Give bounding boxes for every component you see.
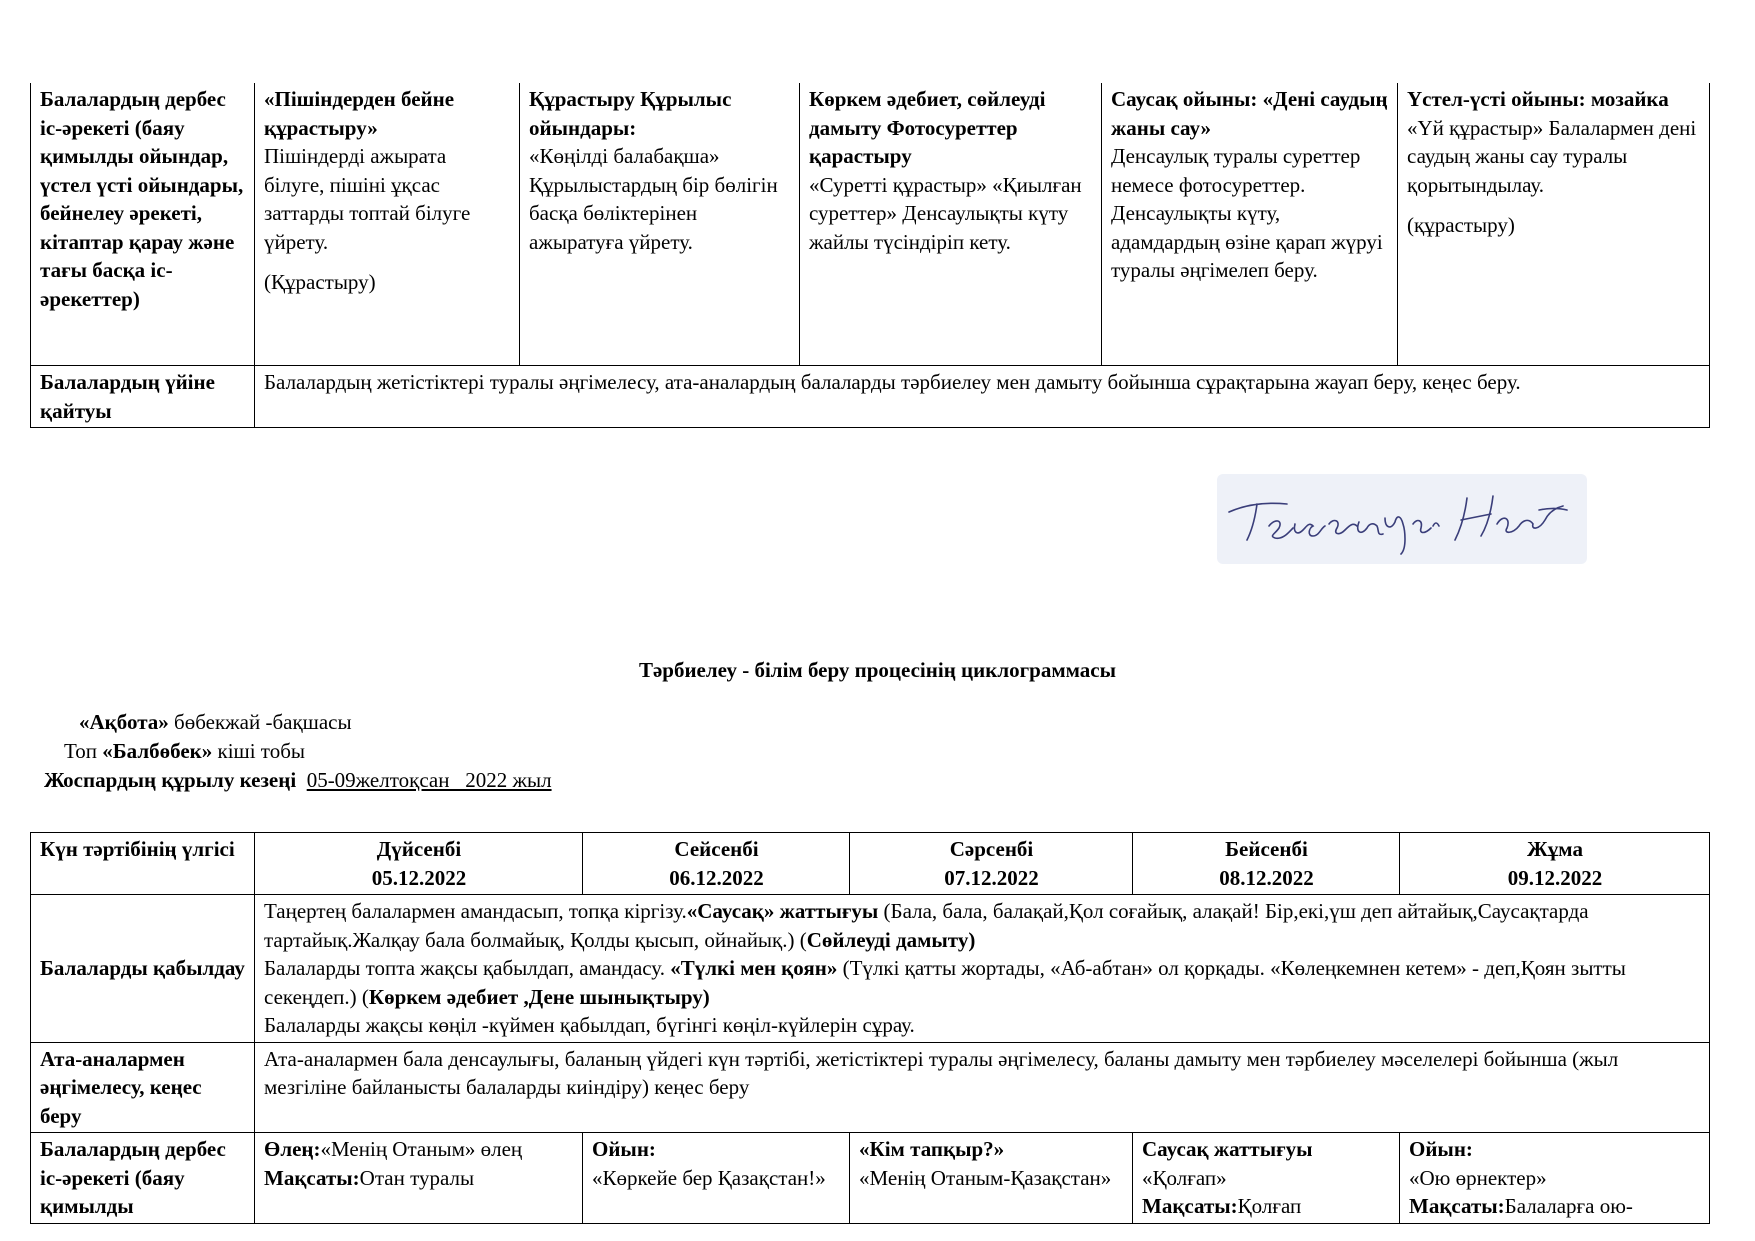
row-label: Ата-аналармен әңгімелесу, кеңес беру bbox=[31, 1042, 255, 1133]
row-text: Балалардың жетістіктері туралы әңгімелесу, ата-аналардың балаларды тәрбиелеу мен дамыту бойынша сұрақтарына жауап беру, кеңес беру. bbox=[255, 366, 1710, 428]
cell-thursday: Саусақ жаттығуы «Қолғап» Мақсаты:Қолғап bbox=[1133, 1133, 1400, 1224]
verification-stamp bbox=[1217, 474, 1587, 564]
cell-text: «Суретті құрастыр» «Қиылған суреттер» Денсаулықты күту жайлы түсіндіріп кету. bbox=[809, 172, 1082, 254]
cell-friday bbox=[1398, 83, 1710, 366]
cell-text: «Көңілді балабақша» Құрылыстардың бір бөлігін басқа бөліктерінен ажыратуға үйрету. bbox=[529, 144, 778, 254]
cell-monday: Өлең:«Менің Отаным» өлең Мақсаты:Отан туралы bbox=[255, 1133, 583, 1224]
cell-text: «Үй құрастыр» Балалармен дені саудың жаны сау туралы қорытындылау. bbox=[1407, 115, 1697, 197]
activities-table-continued bbox=[30, 83, 1710, 428]
header-day: Сейсенбі 06.12.2022 bbox=[583, 833, 850, 895]
table-row bbox=[31, 1042, 1710, 1133]
period-value: 05-09желтоқсан 2022 жыл bbox=[306, 768, 552, 792]
row-label: Балаларды қабылдау bbox=[31, 895, 255, 1043]
row-label: Балалардың дербес іс-әрекеті (баяу қимылды ойындар, үстел үсті ойындары, бейнелеу әрекеті, кітаптар қарау және тағы басқа іс-әрекеттер) bbox=[31, 83, 255, 366]
cell-note: (Құрастыру) bbox=[264, 270, 376, 294]
header-day: Бейсенбі 08.12.2022 bbox=[1133, 833, 1400, 895]
cell-thursday bbox=[1102, 83, 1398, 366]
period-label: Жоспардың құрылу кезеңі bbox=[44, 768, 297, 792]
table-row bbox=[31, 895, 1710, 1043]
cell-title: «Пішіндерден бейне құрастыру» bbox=[264, 87, 455, 140]
parents-text: Ата-аналармен бала денсаулығы, баланың үйдегі күн тәртібі, жетістіктері туралы әңгімелесу, баланы дамыту мен тәрбиелеу мәселелері бойынша (жыл мезгіліне байланысты балаларды киіндіру) кеңес беру bbox=[255, 1042, 1710, 1133]
cell-wednesday bbox=[800, 83, 1102, 366]
header-day: Дүйсенбі 05.12.2022 bbox=[255, 833, 583, 895]
cell-friday: Ойын: «Ою өрнектер» Мақсаты:Балаларға ою- bbox=[1400, 1133, 1710, 1224]
kindergarten-suffix: бөбекжай -бақшасы bbox=[168, 710, 352, 734]
cell-text: Пішіндерді ажырата білуге, пішіні ұқсас заттарды топтай білуге үйрету. bbox=[264, 144, 471, 254]
cell-text: Денсаулық туралы суреттер немесе фотосуреттер. Денсаулықты күту, адамдардың өзіне қарап жүруі туралы әңгімелеп беру. bbox=[1111, 144, 1383, 282]
row-label: Балалардың үйіне қайтуы bbox=[31, 366, 255, 428]
group-line bbox=[64, 739, 305, 764]
cell-monday bbox=[255, 83, 520, 366]
table-row bbox=[31, 366, 1710, 428]
kindergarten-name: «Ақбота» bbox=[79, 710, 169, 734]
row-label: Балалардың дербес іс-әрекеті (баяу қимылды bbox=[31, 1133, 255, 1224]
kindergarten-line bbox=[79, 710, 352, 735]
group-name: «Балбөбек» bbox=[102, 739, 213, 763]
cell-wednesday: «Кім тапқыр?» «Менің Отаным-Қазақстан» bbox=[850, 1133, 1133, 1224]
page-title: Тәрбиелеу - білім беру процесінің циклограммасы bbox=[638, 658, 1117, 682]
group-prefix: Топ bbox=[64, 739, 103, 763]
cell-note: (құрастыру) bbox=[1407, 213, 1515, 237]
reception-text: Таңертең балалармен амандасып, топқа кіргізу.«Саусақ» жаттығуы (Бала, бала, балақай,Қол соғайық, алақай! Бір,екі,үш деп айтайық,Саусақтарда тартайық.Жалқау бала болмайық, Қолды қысып, ойнайық.) (Сөйлеуді дамыту) Балаларды топта жақсы қабылдап, амандасу. «Түлкі мен қоян» (Түлкі қатты жортады, «Аб-абтан» ол қорқады. «Көлеңкемнен кетем» - деп,Қоян зытты секеңдеп.) (Көркем әдебиет ,Дене шынықтыру) Балаларды жақсы көңіл -күймен қабылдап, бүгінгі көңіл-күйлерін сұрау. bbox=[255, 895, 1710, 1043]
table-row bbox=[31, 1133, 1710, 1224]
cell-title: Саусақ ойыны: «Дені саудың жаны сау» bbox=[1111, 87, 1388, 140]
group-suffix: кіші тобы bbox=[212, 739, 305, 763]
table-row bbox=[31, 83, 1710, 366]
cell-tuesday bbox=[520, 83, 800, 366]
cell-title: Үстел-үсті ойыны: мозайка bbox=[1407, 87, 1669, 111]
cell-title: Көркем әдебиет, сөйлеуді дамыту Фотосуреттер қарастыру bbox=[809, 87, 1046, 168]
header-day: Сәрсенбі 07.12.2022 bbox=[850, 833, 1133, 895]
cell-title: Құрастыру Құрылыс ойындары: bbox=[529, 87, 732, 140]
handwritten-signature-icon bbox=[1217, 474, 1587, 564]
table-header-row bbox=[31, 833, 1710, 895]
header-label: Күн тәртібінің үлгісі bbox=[31, 833, 255, 895]
cell-tuesday: Ойын: «Көркейе бер Қазақстан!» bbox=[583, 1133, 850, 1224]
cyclogram-table bbox=[30, 832, 1710, 1224]
period-line bbox=[44, 768, 552, 793]
header-day: Жұма 09.12.2022 bbox=[1400, 833, 1710, 895]
